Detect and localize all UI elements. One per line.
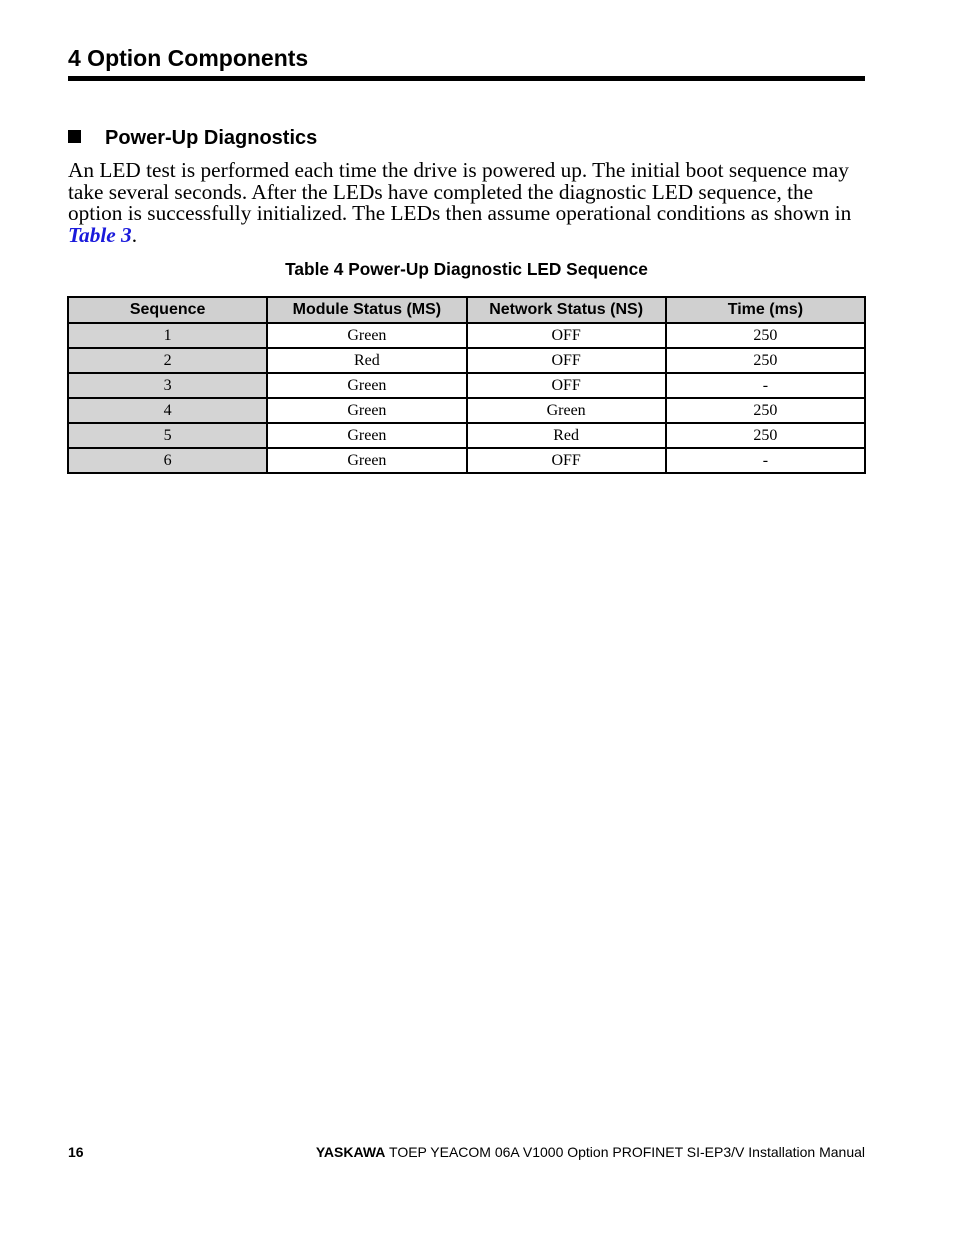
cell-time: - <box>666 448 865 473</box>
cell-network-status: Red <box>467 423 666 448</box>
cell-time: 250 <box>666 323 865 348</box>
cell-module-status: Red <box>267 348 466 373</box>
cell-time: 250 <box>666 398 865 423</box>
square-bullet-icon <box>68 130 81 143</box>
cell-module-status: Green <box>267 423 466 448</box>
cell-time: - <box>666 373 865 398</box>
cell-module-status: Green <box>267 323 466 348</box>
header-module-status: Module Status (MS) <box>267 297 466 323</box>
cell-sequence: 6 <box>68 448 267 473</box>
cell-network-status: OFF <box>467 348 666 373</box>
footer-title-text: TOEP YEACOM 06A V1000 Option PROFINET SI-EP3/V Installation Manual <box>385 1144 865 1160</box>
cell-sequence: 5 <box>68 423 267 448</box>
table-row <box>68 448 865 473</box>
led-sequence-table <box>67 296 866 474</box>
table-3-link[interactable]: Table 3 <box>68 222 132 247</box>
section-heading <box>68 125 317 151</box>
cell-time: 250 <box>666 423 865 448</box>
cell-sequence: 3 <box>68 373 267 398</box>
cell-time: 250 <box>666 348 865 373</box>
table-row <box>68 323 865 348</box>
cell-module-status: Green <box>267 448 466 473</box>
table-caption: Table 4 Power-Up Diagnostic LED Sequence <box>285 259 648 279</box>
cell-module-status: Green <box>267 373 466 398</box>
cell-network-status: OFF <box>467 323 666 348</box>
page-number: 16 <box>68 1144 84 1160</box>
table-header-row <box>68 297 865 323</box>
cell-sequence: 1 <box>68 323 267 348</box>
footer-document-title <box>316 1143 865 1161</box>
header-sequence: Sequence <box>68 297 267 323</box>
section-heading-text: Power-Up Diagnostics <box>105 127 318 149</box>
header-time: Time (ms) <box>666 297 865 323</box>
table-row <box>68 398 865 423</box>
chapter-rule <box>68 76 865 81</box>
cell-network-status: Green <box>467 398 666 423</box>
table-row <box>68 348 865 373</box>
cell-sequence: 4 <box>68 398 267 423</box>
paragraph-end: . <box>131 222 138 247</box>
chapter-title: 4 Option Components <box>68 45 309 71</box>
paragraph-text: An LED test is performed each time the drive is powered up. The initial boot sequence may take several seconds. After the LEDs have completed the diagnostic LED sequence, the option is successfully initialized. The LEDs then assume operational conditions as shown in <box>68 158 852 225</box>
cell-module-status: Green <box>267 398 466 423</box>
cell-network-status: OFF <box>467 373 666 398</box>
header-network-status: Network Status (NS) <box>467 297 666 323</box>
table-row <box>68 373 865 398</box>
footer-brand: YASKAWA <box>315 1144 386 1160</box>
cell-network-status: OFF <box>467 448 666 473</box>
body-paragraph <box>68 160 868 246</box>
table-row <box>68 423 865 448</box>
cell-sequence: 2 <box>68 348 267 373</box>
